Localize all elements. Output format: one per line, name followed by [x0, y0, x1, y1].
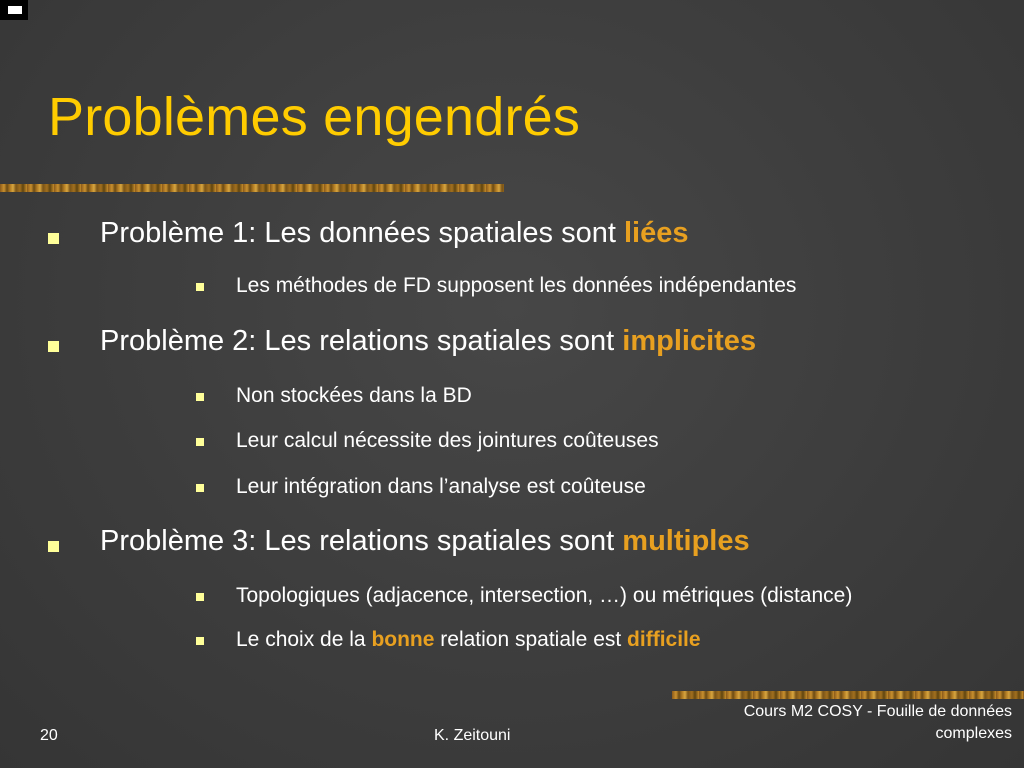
highlight-text: difficile: [627, 628, 701, 651]
page-number: 20: [40, 727, 58, 744]
sub-bullet-2-1: Non stockées dans la BD: [236, 384, 472, 407]
bullet-icon: [48, 341, 59, 352]
corner-mark: [0, 0, 28, 20]
bullet-icon: [48, 233, 59, 244]
bullet-icon: [48, 541, 59, 552]
sub-bullet-2-2: Leur calcul nécessite des jointures coûteuses: [236, 429, 659, 452]
sub-bullet-3-2: [236, 628, 701, 652]
footer-author: K. Zeitouni: [434, 727, 511, 744]
bullet-text: Problème 3: Les relations spatiales sont: [100, 525, 623, 557]
highlight-text: bonne: [371, 628, 435, 651]
footer-course-line-1: Cours M2 COSY - Fouille de données: [743, 703, 1012, 720]
sub-bullet-icon: [196, 637, 204, 645]
decorative-band-top: [0, 184, 504, 192]
sub-bullet-2-3: Leur intégration dans l’analyse est coûteuse: [236, 475, 646, 498]
sub-bullet-icon: [196, 593, 204, 601]
footer-course-line-2: complexes: [935, 725, 1012, 742]
sub-bullet-text: relation spatiale est: [434, 628, 628, 651]
highlight-text: implicites: [622, 325, 757, 357]
highlight-text: liées: [623, 217, 689, 249]
sub-bullet-text: Le choix de la: [236, 628, 372, 651]
highlight-text: multiples: [622, 525, 750, 557]
sub-bullet-icon: [196, 438, 204, 446]
decorative-band-bottom: [672, 691, 1024, 699]
bullet-text: Problème 2: Les relations spatiales sont: [100, 325, 623, 357]
footer-course: [652, 701, 1012, 745]
bullet-problem-3: [100, 525, 750, 558]
sub-bullet-icon: [196, 484, 204, 492]
sub-bullet-1-1: Les méthodes de FD supposent les données indépendantes: [236, 274, 797, 297]
bullet-problem-1: [100, 217, 688, 250]
sub-bullet-icon: [196, 283, 204, 291]
slide-title: Problèmes engendrés: [48, 87, 581, 147]
sub-bullet-icon: [196, 393, 204, 401]
bullet-text: Problème 1: Les données spatiales sont: [100, 217, 624, 249]
sub-bullet-3-1: Topologiques (adjacence, intersection, …) ou métriques (distance): [236, 584, 853, 607]
bullet-problem-2: [100, 325, 756, 358]
